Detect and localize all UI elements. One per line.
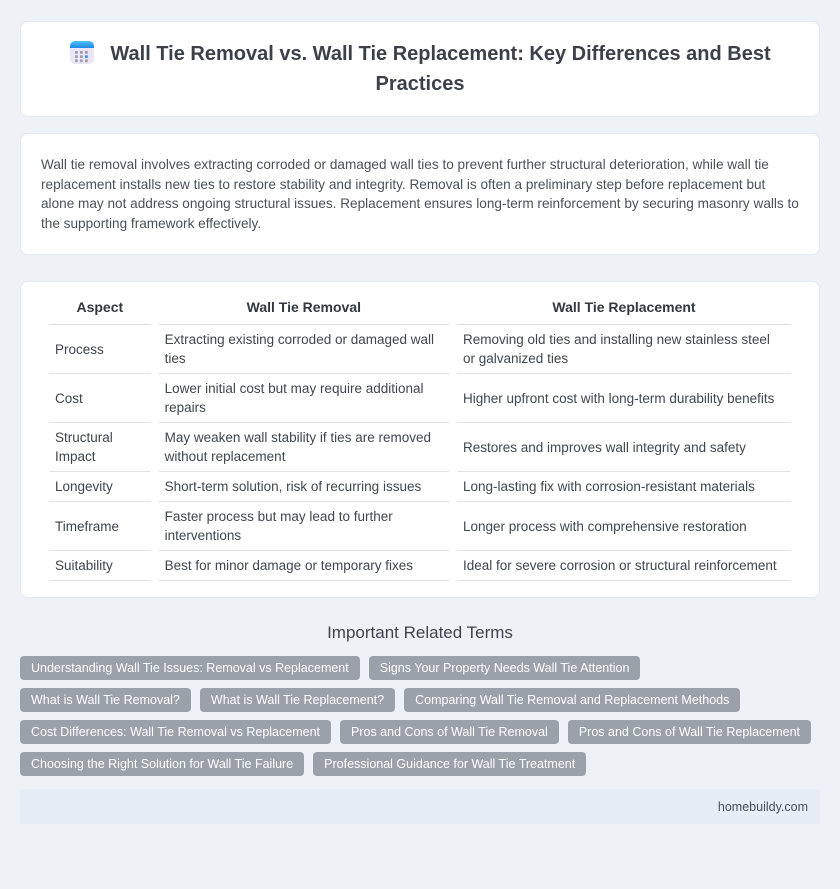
comparison-table	[41, 294, 799, 581]
cell-aspect: Longevity	[49, 472, 151, 502]
related-term-tag[interactable]: Comparing Wall Tie Removal and Replacement Methods	[404, 688, 740, 712]
cell-removal: Lower initial cost but may require additional repairs	[159, 374, 449, 423]
page-title	[67, 39, 773, 99]
cell-replacement: Removing old ties and installing new stainless steel or galvanized ties	[457, 325, 791, 374]
cell-replacement: Higher upfront cost with long-term durability benefits	[457, 374, 791, 423]
table-row	[49, 325, 791, 374]
table-row	[49, 423, 791, 472]
related-term-tag[interactable]: Understanding Wall Tie Issues: Removal vs Replacement	[20, 656, 360, 680]
cell-replacement: Restores and improves wall integrity and safety	[457, 423, 791, 472]
summary-text: Wall tie removal involves extracting corroded or damaged wall ties to prevent further structural deterioration, while wall tie replacement installs new ties to restore stability and integrity. Removal is often a preliminary step before replacement but alone may not address ongoing structural issues. Replacement ensures long-term reinforcement by securing masonry walls to the supporting framework effectively.	[41, 157, 799, 231]
cell-aspect: Suitability	[49, 551, 151, 581]
cell-replacement: Ideal for severe corrosion or structural reinforcement	[457, 551, 791, 581]
related-terms-list	[20, 656, 820, 776]
cell-aspect: Process	[49, 325, 151, 374]
related-term-tag[interactable]: What is Wall Tie Replacement?	[200, 688, 395, 712]
related-term-tag[interactable]: What is Wall Tie Removal?	[20, 688, 191, 712]
page-title-text: Wall Tie Removal vs. Wall Tie Replacement: Key Differences and Best Practices	[110, 43, 771, 95]
related-term-tag[interactable]: Professional Guidance for Wall Tie Treatment	[313, 752, 586, 776]
related-term-tag[interactable]: Cost Differences: Wall Tie Removal vs Replacement	[20, 720, 331, 744]
site-link[interactable]: homebuildy.com	[717, 799, 808, 814]
comparison-table-card	[20, 281, 820, 598]
table-row	[49, 502, 791, 551]
related-term-tag[interactable]: Pros and Cons of Wall Tie Replacement	[568, 720, 811, 744]
related-term-tag[interactable]: Signs Your Property Needs Wall Tie Attention	[369, 656, 641, 680]
column-header-aspect: Aspect	[49, 294, 151, 325]
cell-replacement: Long-lasting fix with corrosion-resistant materials	[457, 472, 791, 502]
comparison-table-body	[49, 325, 791, 581]
table-row	[49, 551, 791, 581]
cell-aspect: Structural Impact	[49, 423, 151, 472]
summary-card	[20, 133, 820, 255]
cell-removal: Extracting existing corroded or damaged wall ties	[159, 325, 449, 374]
related-term-tag[interactable]: Choosing the Right Solution for Wall Tie Failure	[20, 752, 304, 776]
cell-removal: Faster process but may lead to further interventions	[159, 502, 449, 551]
column-header-replacement: Wall Tie Replacement	[457, 294, 791, 325]
cell-aspect: Timeframe	[49, 502, 151, 551]
cell-replacement: Longer process with comprehensive restoration	[457, 502, 791, 551]
footer-bar	[20, 789, 820, 824]
cell-removal: May weaken wall stability if ties are removed without replacement	[159, 423, 449, 472]
cell-removal: Short-term solution, risk of recurring issues	[159, 472, 449, 502]
column-header-removal: Wall Tie Removal	[159, 294, 449, 325]
table-row	[49, 374, 791, 423]
cell-removal: Best for minor damage or temporary fixes	[159, 551, 449, 581]
title-card	[20, 21, 820, 117]
related-terms-heading: Important Related Terms	[327, 623, 513, 642]
related-term-tag[interactable]: Pros and Cons of Wall Tie Removal	[340, 720, 559, 744]
table-row	[49, 472, 791, 502]
cell-aspect: Cost	[49, 374, 151, 423]
comparison-table-header	[49, 294, 791, 325]
calendar-icon	[69, 39, 95, 65]
